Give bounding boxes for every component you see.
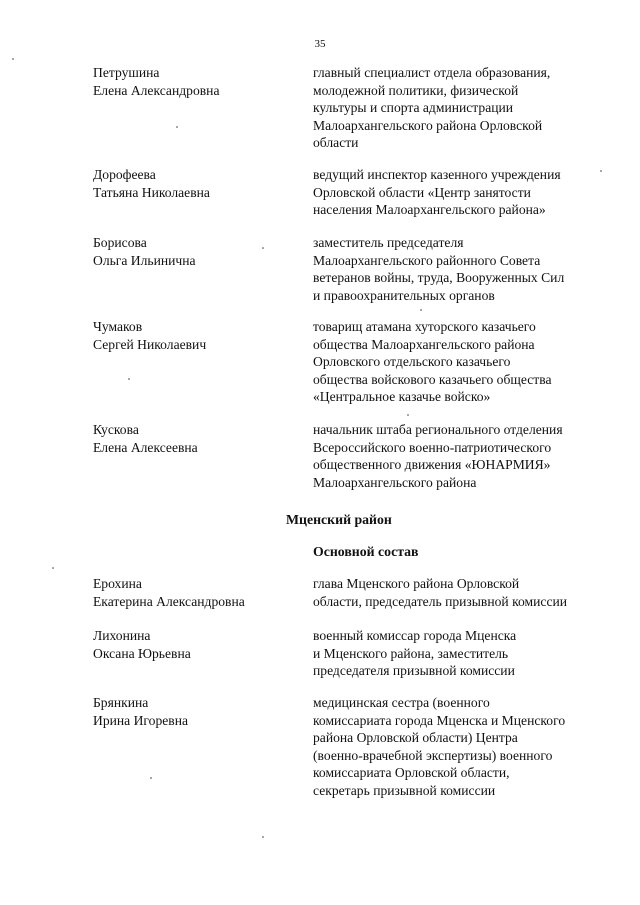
member-name: [93, 166, 303, 201]
position-line: и Мценского района, заместитель: [313, 645, 509, 661]
position-line: «Центральное казачье войско»: [313, 389, 491, 405]
position-line: Малоархангельского района: [313, 474, 477, 490]
position-line: ветеранов войны, труда, Вооруженных Сил: [313, 270, 565, 286]
position-line: начальник штаба регионального отделения: [313, 422, 563, 437]
scan-speck: [150, 777, 152, 779]
member-given-names: Елена Александровна: [93, 82, 220, 98]
subsection-heading: Основной состав: [313, 544, 419, 559]
page-number: 35: [314, 38, 326, 50]
position-line: области, председатель призывной комиссии: [313, 593, 568, 609]
scan-speck: [262, 247, 264, 249]
position-line: молодежной политики, физической: [313, 82, 519, 98]
scan-speck: [176, 126, 178, 128]
position-line: района Орловской области) Центра: [313, 730, 518, 746]
position-line: общественного движения «ЮНАРМИЯ»: [313, 457, 551, 473]
position-line: комиссариата города Мценска и Мценского: [313, 712, 566, 728]
position-line: культуры и спорта администрации: [313, 100, 514, 116]
member-surname: Брянкина: [93, 695, 149, 710]
member-name: [93, 575, 303, 610]
position-line: заместитель председателя: [313, 235, 464, 250]
position-line: общества Малоархангельского района: [313, 336, 535, 352]
position-line: Орловского отдельского казачьего: [313, 354, 511, 370]
member-surname: Кускова: [93, 422, 139, 437]
position-line: военный комиссар города Мценска: [313, 628, 517, 643]
member-given-names: Татьяна Николаевна: [93, 184, 210, 200]
member-position: [313, 318, 613, 406]
member-name: [93, 694, 303, 729]
member-surname: Петрушина: [93, 65, 160, 80]
member-name: [93, 318, 303, 353]
member-given-names: Оксана Юрьевна: [93, 645, 191, 661]
position-line: населения Малоархангельского района»: [313, 202, 546, 218]
member-position: [313, 234, 613, 304]
scan-speck: [420, 309, 422, 311]
scan-speck: [12, 58, 14, 60]
position-line: Всероссийского военно-патриотического: [313, 439, 552, 455]
position-line: комиссариата Орловской области,: [313, 765, 510, 781]
member-position: [313, 166, 613, 219]
position-line: (военно-врачебной экспертизы) военного: [313, 747, 553, 763]
scan-speck: [407, 414, 409, 416]
position-line: и правоохранительных органов: [313, 287, 495, 303]
position-line: председателя призывной комиссии: [313, 663, 515, 679]
member-name: [93, 421, 303, 456]
member-given-names: Екатерина Александровна: [93, 593, 245, 609]
member-position: [313, 64, 613, 152]
member-surname: Лихонина: [93, 628, 151, 643]
scan-speck: [128, 378, 130, 380]
position-line: секретарь призывной комиссии: [313, 782, 496, 798]
member-given-names: Ольга Ильинична: [93, 252, 196, 268]
member-surname: Ерохина: [93, 576, 142, 591]
member-position: [313, 421, 613, 491]
position-line: общества войскового казачьего общества: [313, 371, 552, 387]
position-line: медицинская сестра (военного: [313, 695, 490, 710]
member-position: [313, 627, 613, 680]
position-line: Малоархангельского районного Совета: [313, 252, 541, 268]
member-given-names: Сергей Николаевич: [93, 336, 207, 352]
position-line: Малоархангельского района Орловской: [313, 117, 543, 133]
member-given-names: Ирина Игоревна: [93, 712, 189, 728]
member-name: [93, 234, 303, 269]
district-heading: Мценский район: [286, 512, 392, 527]
member-position: [313, 575, 613, 610]
member-name: [93, 64, 303, 99]
position-line: ведущий инспектор казенного учреждения: [313, 167, 561, 182]
scan-speck: [262, 836, 264, 838]
position-line: товарищ атамана хуторского казачьего: [313, 319, 536, 334]
scan-speck: [52, 567, 54, 569]
scan-speck: [600, 170, 602, 172]
member-name: [93, 627, 303, 662]
member-surname: Борисова: [93, 235, 147, 250]
position-line: глава Мценского района Орловской: [313, 576, 520, 591]
position-line: области: [313, 135, 359, 151]
position-line: Орловской области «Центр занятости: [313, 184, 531, 200]
position-line: главный специалист отдела образования,: [313, 65, 551, 80]
member-position: [313, 694, 613, 800]
member-surname: Дорофеева: [93, 167, 156, 182]
member-surname: Чумаков: [93, 319, 143, 334]
member-given-names: Елена Алексеевна: [93, 439, 198, 455]
